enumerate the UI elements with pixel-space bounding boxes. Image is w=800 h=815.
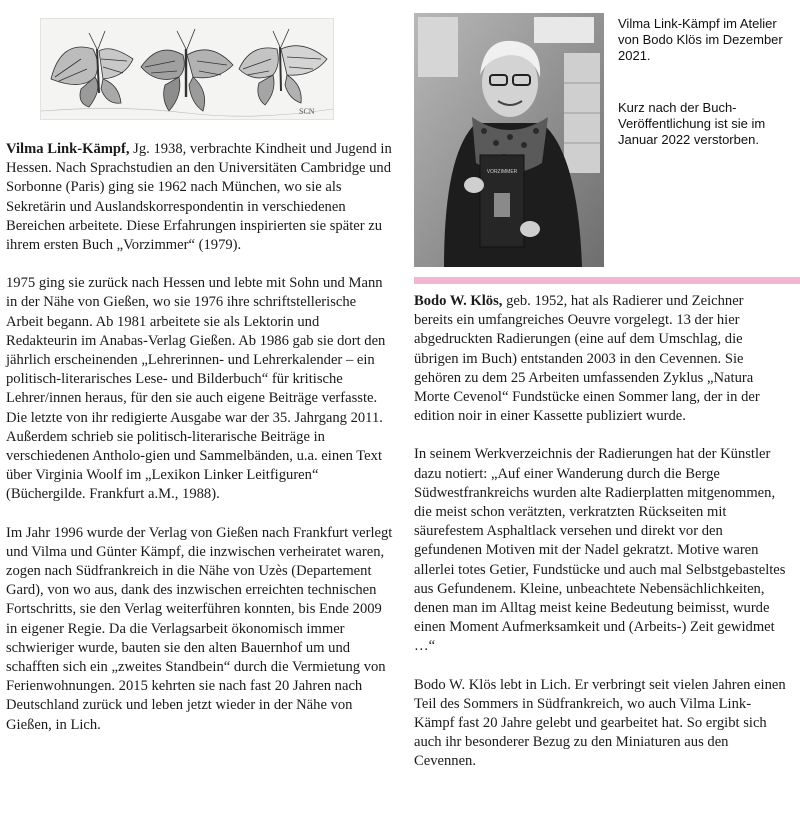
moth-etching-image — [40, 18, 334, 120]
left-hand — [464, 177, 484, 193]
biography-bodo-column — [414, 292, 786, 772]
vilma-bio-paragraph-2: 1975 ging sie zurück nach Hessen und lebte mit Sohn und Mann in der Nähe von Gießen, wo sie 1976 ihre schriftstellerische Arbeit begann. Ab 1981 arbeitete sie als Lektorin und Redakteurin im Anabas-Verlag Gießen. Ab 1986 gab sie dort den jährlich erscheinenden „Lehrerinnen- und Lehrerkalender – ein politisch-literarisches Lese- und Bilderbuch“ für kritische Lehrer/innen heraus, für den sie auch eigene Beiträge verfasste. Die letzte von ihr redigierte Ausgabe war der 35. Jahrgang 2011. Außerdem schrieb sie politisch-literarische Beiträge in verschiedenen Antholo-gien und Sammelbänden, u.a. einen Text über Virginia Woolf im „Lexikon Linker Leitfiguren“ (Büchergilde. Frankfurt a.M., 1988). — [6, 275, 386, 503]
portrait-photo — [414, 13, 604, 267]
right-hand — [520, 221, 540, 237]
photo-caption-death: Kurz nach der Buch-Veröffentlichung ist sie im Januar 2022 verstorben. — [618, 100, 766, 147]
pink-divider — [414, 277, 800, 284]
moth-middle — [141, 29, 233, 111]
photo-caption-date: Vilma Link-Kämpf im Atelier von Bodo Klös im Dezember 2021. — [618, 16, 783, 63]
vilma-name: Vilma Link-Kämpf, — [6, 141, 130, 157]
background-shelf — [418, 17, 458, 77]
moth-right — [239, 29, 327, 105]
etching-signature: SCN — [299, 107, 315, 116]
vilma-bio-paragraph-3: Im Jahr 1996 wurde der Verlag von Gießen nach Frankfurt verlegt und Vilma und Günter Kämpf, die inzwischen verheiratet waren, zogen nach Südfrankreich in die Nähe von Uzès (Departement Gard), von wo aus, dank des inzwischen erreichten technischen Fortschritts, sie den Verlag weiterführen konnten, bis Ende 2009 in eigener Regie. Da die Verlagsarbeit ökonomisch immer schwieriger wurde, bauten sie den alten Bauernhof um und schafften sich ein „zweites Standbein“ durch die Vermietung von Ferienwohnungen. 2015 kehrten sie nach fast 20 Jahren nach Deutschland zurück und leben jetzt wieder in der Nähe von Gießen, in Lich. — [6, 524, 393, 733]
moths-drawing — [41, 19, 333, 119]
bodo-name: Bodo W. Klös, — [414, 293, 503, 309]
bodo-bio-paragraph-2: In seinem Werkverzeichnis der Radierungen hat der Künstler dazu notiert: „Auf einer Wanderung durch die Berge Südwestfrankreichs wurden alte Radierplatten mitgenommen, die meist schon verätzten, verkratzten Rückseiten mit säurefestem Asphaltlack versehen und direkt vor den gefundenen Motiven mit der Nadel gekratzt. Motive waren allerlei totes Getier, Fundstücke und auch mal Selbstgebasteltes aus Gefundenem. Kleine, unbeachtete Nebensächlichkeiten, denen man im Alltag meist keine Bedeutung beimisst, wurde einen Moment Aufmerksamkeit und (Arbeits-) Zeit gewidmet …“ — [414, 446, 786, 655]
vilma-bio-paragraph-1 — [6, 140, 394, 255]
portrait-drawing — [414, 13, 604, 267]
vilma-bio-intro: Jg. 1938, verbrachte Kindheit und Jugend in Hessen. Nach Sprachstudien an den Universitäten Cambridge und Sorbonne (Paris) ging sie 1962 nach München, wo sie als Sekretärin und Auslandskorrespondentin in verschiedenen Bereichen arbeitete. Diese Erfahrungen inspirierten sie später zu ihrem ersten Buch „Vorzimmer“ (1979). — [6, 141, 392, 254]
book-title: VORZIMMER — [486, 169, 518, 175]
moth-left — [51, 31, 133, 107]
bodo-bio-paragraph-1 — [414, 292, 786, 426]
biography-vilma-column — [6, 140, 394, 735]
bodo-bio-paragraph-3: Bodo W. Klös lebt in Lich. Er verbringt seit vielen Jahren einen Teil des Sommers in Südfrankreich, wo auch Vilma Link-Kämpf fast 20 Jahre gelebt und gearbeitet hat. So ergibt sich auch ihr besonderer Bezug zu den Miniaturen aus den Cevennen. — [414, 676, 786, 770]
bodo-bio-intro: geb. 1952, hat als Radierer und Zeichner bereits ein umfangreiches Oeuvre vorgelegt. 13 der hier abgedruckten Radierungen (eine auf dem Umschlag, die übrigen im Buch) entstanden 2003 in den Cevennen. Sie gehören zu dem 25 Arbeiten umfassenden Zyklus „Natura Morte Cevenol“ Fundstücke einen Sommer lang, der in der edition noir in einer Kassette publiziert wurde. — [414, 293, 760, 425]
